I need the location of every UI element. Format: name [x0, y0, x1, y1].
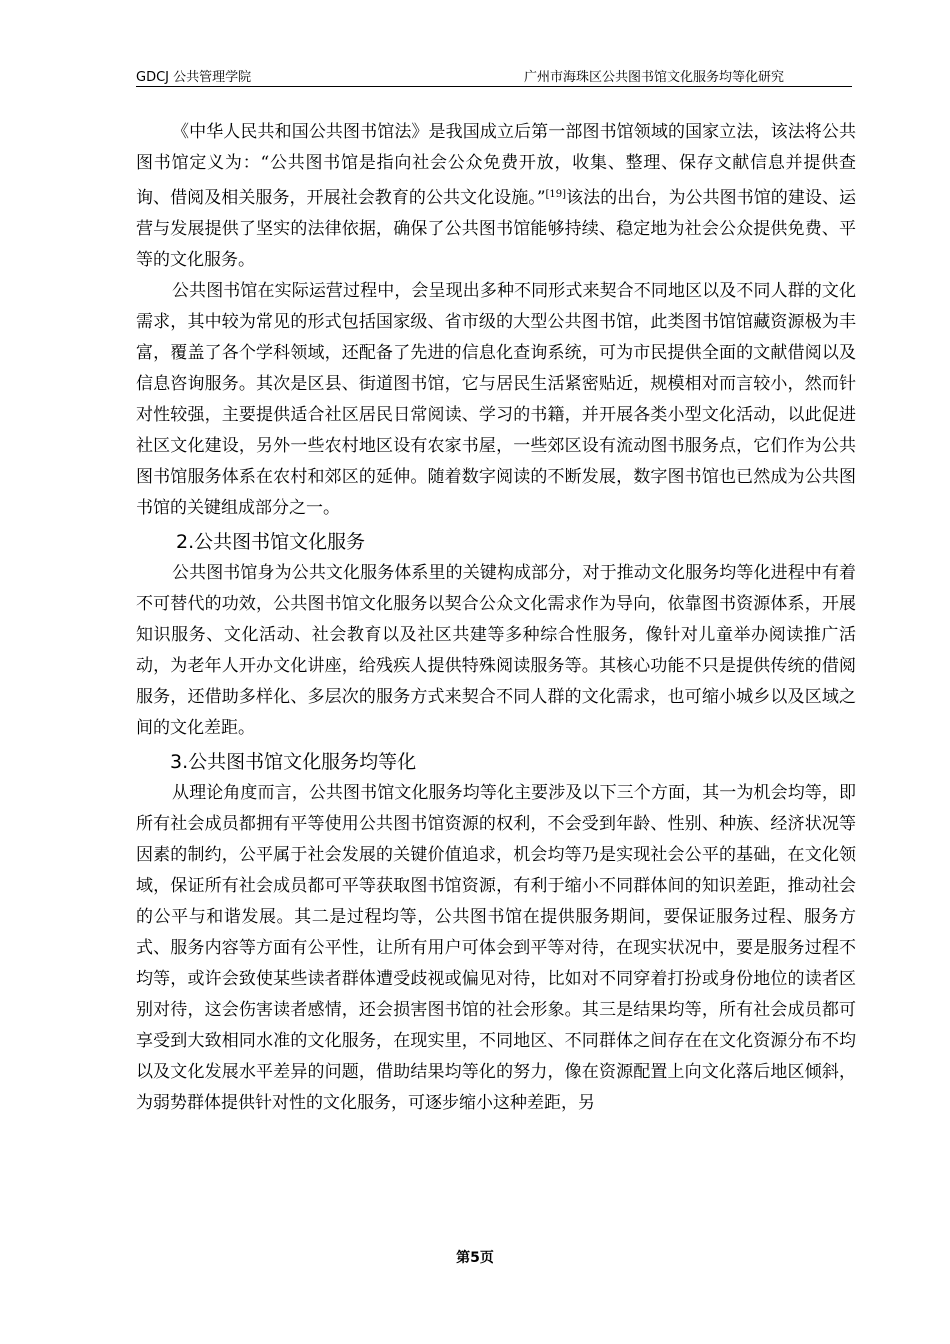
paragraph-library-forms: 公共图书馆在实际运营过程中，会呈现出多种不同形式来契合不同地区以及不同人群的文化需求，其中较为常见的形式包括国家级、省市级的大型公共图书馆，此类图书馆馆藏资源极为丰富，覆盖了各个学科领域，还配备了先进的信息化查询系统，可为市民提供全面的文献借阅以及信息咨询服务。其次是区县、街道图书馆，它与居民生活紧密贴近，规模相对而言较小，然而针对性较强，主要提供适合社区居民日常阅读、学习的书籍，并开展各类小型文化活动，以此促进社区文化建设，另外一些农村地区设有农家书屋，一些郊区设有流动图书服务点，它们作为公共图书馆服务体系在农村和郊区的延伸。随着数字阅读的不断发展，数字图书馆也已然成为公共图书馆的关键组成部分之一。 — [136, 281, 856, 518]
section-heading-2: 2.公共图书馆文化服务 — [176, 531, 366, 553]
paragraph-library-services: 公共图书馆身为公共文化服务体系里的关键构成部分，对于推动文化服务均等化进程中有着不可替代的功效，公共图书馆文化服务以契合公众文化需求作为导向，依靠图书资源体系，开展知识服务、文化活动、社会教育以及社区共建等多种综合性服务，像针对儿童举办阅读推广活动，为老年人开办文化讲座，给残疾人提供特殊阅读服务等。其核心功能不只是提供传统的借阅服务，还借助多样化、多层次的服务方式来契合不同人群的文化需求，也可缩小城乡以及区域之间的文化差距。 — [136, 563, 856, 738]
page-number: 第5页 — [456, 1250, 494, 1266]
page-header — [136, 64, 852, 87]
body-text — [136, 117, 856, 1119]
header-thesis-title: 广州市海珠区公共图书馆文化服务均等化研究 — [523, 70, 784, 85]
paragraph-library-law-part1: 《中华人民共和国公共图书馆法》是我国成立后第一部图书馆领域的国家立法，该法将公共图书馆定义为：“公共图书馆是指向社会公众免费开放，收集、整理、保存文献信息并提供查询、借阅及相关服务，开展社会教育的公共文化设施。” — [136, 122, 856, 208]
citation-reference: [19] — [545, 189, 567, 200]
paragraph-library-law-part2: 该法的出台，为公共图书馆的建设、运营与发展提供了坚实的法律依据，确保了公共图书馆能够持续、稳定地为社会公众提供免费、平等的文化服务。 — [136, 188, 857, 270]
section-heading-3: 3.公共图书馆文化服务均等化 — [170, 751, 417, 773]
paragraph-library-law — [136, 117, 856, 276]
paragraph-equalization-theory: 从理论角度而言，公共图书馆文化服务均等化主要涉及以下三个方面，其一为机会均等，即所有社会成员都拥有平等使用公共图书馆资源的权利，不会受到年龄、性别、种族、经济状况等因素的制约，公平属于社会发展的关键价值追求，机会均等乃是实现社会公平的基础，在文化领域，保证所有社会成员都可平等获取图书馆资源，有利于缩小不同群体间的知识差距，推动社会的公平与和谐发展。其二是过程均等，公共图书馆在提供服务期间，要保证服务过程、服务方式、服务内容等方面有公平性，让所有用户可体会到平等对待，在现实状况中，要是服务过程不均等，或许会致使某些读者群体遭受歧视或偏见对待，比如对不同穿着打扮或身份地位的读者区别对待，这会伤害读者感情，还会损害图书馆的社会形象。其三是结果均等，所有社会成员都可享受到大致相同水准的文化服务，在现实里，不同地区、不同群体之间存在在文化资源分布不均以及文化发展水平差异的问题，借助结果均等化的努力，像在资源配置上向文化落后地区倾斜，为弱势群体提供针对性的文化服务，可逐步缩小这种差距，另 — [136, 783, 856, 1113]
header-school: GDCJ 公共管理学院 — [136, 70, 252, 85]
